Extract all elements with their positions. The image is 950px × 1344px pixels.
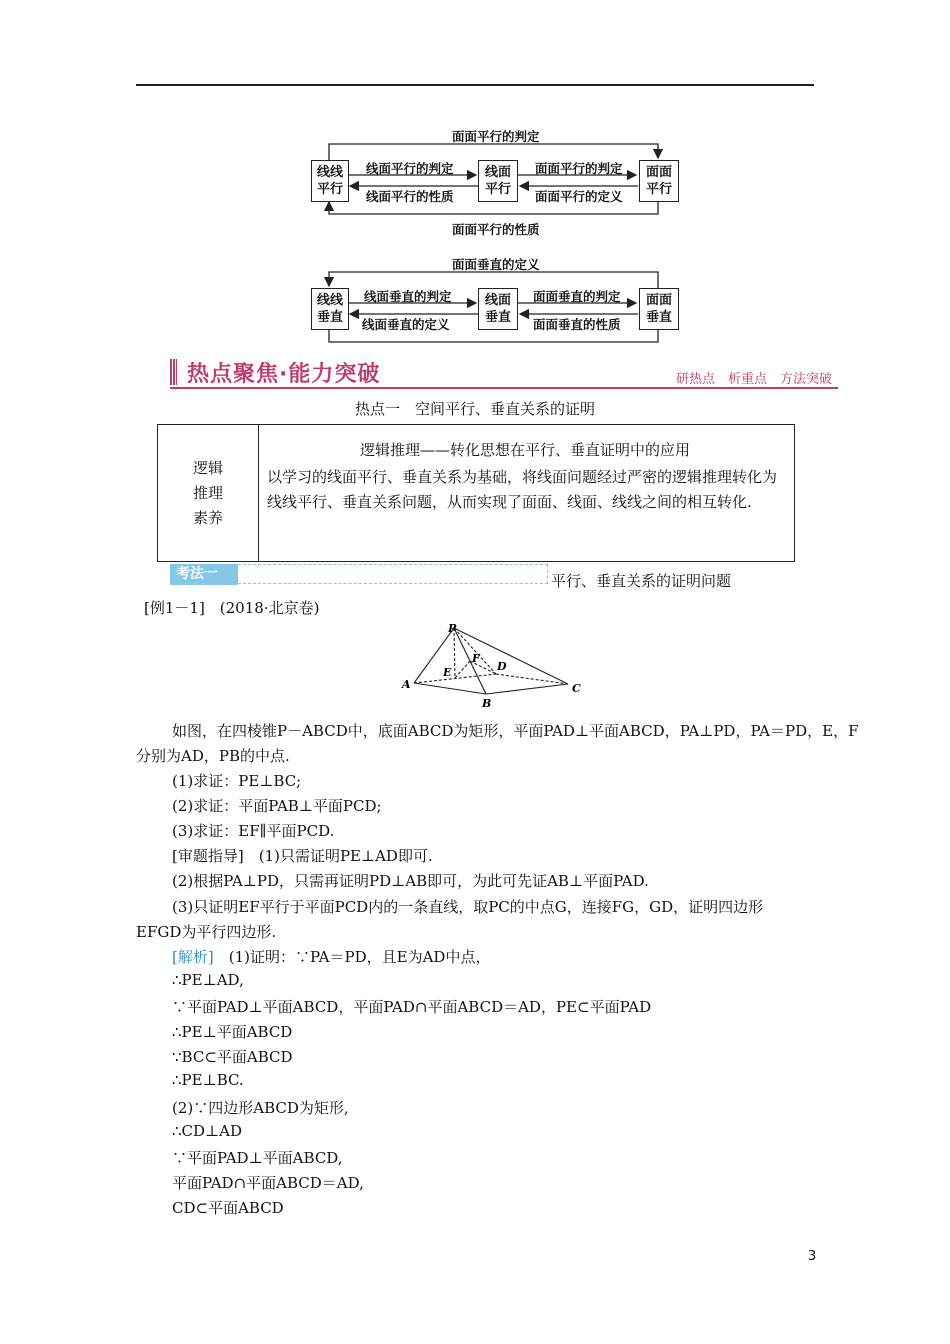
solution-line-8: ∵平面PAD⊥平面ABCD, (172, 1149, 343, 1167)
guide-line-1: [审题指导] (1)只需证明PE⊥AD即可. (172, 847, 433, 865)
banner-title: 热点聚焦·能力突破 (187, 362, 381, 387)
table-left-cell (158, 425, 259, 561)
solution-line-10: CD⊂平面ABCD (172, 1199, 284, 1217)
label-e: E (443, 666, 452, 679)
table-left-text: 推理 (192, 483, 223, 502)
literacy-table (157, 424, 795, 562)
box-text: 线线 (316, 165, 343, 180)
example-label: [例1－1] (2018·北京卷) (144, 599, 320, 617)
top-rule (136, 84, 814, 86)
left-lower-label: 线面平行的性质 (366, 189, 454, 204)
table-left-text: 素养 (192, 508, 223, 527)
left-lower-label: 线面垂直的定义 (362, 317, 450, 332)
box-text: 平行 (645, 182, 672, 197)
perpendicular-diagram (300, 252, 700, 352)
solution-text: (1)证明：∵PA＝PD，且E为AD中点， (213, 948, 491, 966)
table-body: 以学习的线面平行、垂直关系为基础，将线面问题经过严密的逻辑推理转化为线线平行、垂直关系问题，从而实现了面面、线面、线线之间的相互转化. (267, 468, 778, 511)
box-text: 线面 (484, 165, 511, 180)
label-d: D (497, 660, 507, 673)
label-f: F (472, 652, 480, 665)
section-title: 热点一 空间平行、垂直关系的证明 (354, 400, 595, 418)
label-b: B (482, 697, 492, 710)
solution-line-9: 平面PAD∩平面ABCD＝AD, (172, 1174, 364, 1192)
box-text: 垂直 (645, 310, 672, 325)
box-text: 垂直 (316, 310, 343, 325)
top-label: 面面垂直的定义 (452, 257, 540, 272)
kaofa-tag: 考法一 (170, 564, 238, 585)
solution-line-6: (2)∵四边形ABCD为矩形, (172, 1099, 349, 1117)
box-text: 线面 (484, 293, 511, 308)
left-upper-label: 线面平行的判定 (366, 161, 454, 176)
box-line-line (311, 160, 349, 202)
right-lower-label: 面面平行的定义 (535, 189, 623, 204)
label-c: C (572, 682, 581, 695)
table-right-cell (259, 425, 791, 561)
table-left-text: 逻辑 (192, 458, 223, 477)
banner-subtitle: 研热点 析重点 方法突破 (676, 372, 833, 387)
solution-line-3: ∴PE⊥平面ABCD (172, 1023, 293, 1041)
guide-line-2: (2)根据PA⊥PD，只需再证明PD⊥AB即可，为此可先证AB⊥平面PAD. (172, 872, 649, 890)
box-line-plane (478, 160, 518, 202)
table-heading: 逻辑推理——转化思想在平行、垂直证明中的应用 (359, 441, 690, 459)
top-label: 面面平行的判定 (452, 129, 540, 144)
page-number: 3 (808, 1249, 817, 1264)
box-text: 垂直 (484, 310, 511, 325)
question-3: (3)求证：EF∥平面PCD. (172, 822, 335, 840)
question-2: (2)求证：平面PAB⊥平面PCD; (172, 797, 382, 815)
box-text: 面面 (645, 293, 672, 308)
bottom-label: 面面平行的性质 (452, 222, 540, 237)
pyramid-figure (398, 622, 588, 710)
banner-underline (170, 387, 838, 389)
right-lower-label: 面面垂直的性质 (533, 317, 621, 332)
label-p: P (448, 622, 457, 635)
box-line-plane (478, 288, 518, 330)
banner-stripes (170, 359, 177, 385)
solution-line-2: ∵平面PAD⊥平面ABCD，平面PAD∩平面ABCD＝AD，PE⊂平面PAD (172, 998, 652, 1016)
solution-line-7: ∴CD⊥AD (172, 1122, 243, 1140)
problem-line-1: 如图，在四棱锥P－ABCD中，底面ABCD为矩形，平面PAD⊥平面ABCD，PA⊥PD，PA＝PD，E，F (172, 722, 859, 740)
box-text: 平行 (484, 182, 511, 197)
box-plane-plane (639, 160, 679, 202)
solution-line-0 (172, 946, 852, 967)
parallel-diagram (300, 124, 700, 239)
kaofa-dashed-box (238, 564, 548, 584)
box-line-line (311, 288, 349, 330)
right-upper-label: 面面垂直的判定 (533, 289, 621, 304)
left-upper-label: 线面垂直的判定 (364, 289, 452, 304)
box-text: 平行 (316, 182, 343, 197)
guide-line-4: EFGD为平行四边形. (136, 923, 277, 941)
question-1: (1)求证：PE⊥BC; (172, 772, 302, 790)
box-plane-plane (639, 288, 679, 330)
box-text: 面面 (645, 165, 672, 180)
guide-line-3: (3)只证明EF平行于平面PCD内的一条直线，取PC的中点G，连接FG，GD，证明四边形 (172, 898, 764, 916)
right-upper-label: 面面平行的判定 (535, 161, 623, 176)
problem-line-2: 分别为AD，PB的中点. (136, 747, 290, 765)
solution-line-1: ∴PE⊥AD, (172, 971, 244, 989)
kaofa-title: 平行、垂直关系的证明问题 (551, 572, 732, 590)
solution-line-5: ∴PE⊥BC. (172, 1071, 244, 1089)
label-a: A (402, 678, 411, 691)
solution-line-4: ∵BC⊂平面ABCD (172, 1048, 293, 1066)
box-text: 线线 (316, 293, 343, 308)
solution-tag: [解析] (172, 948, 214, 966)
